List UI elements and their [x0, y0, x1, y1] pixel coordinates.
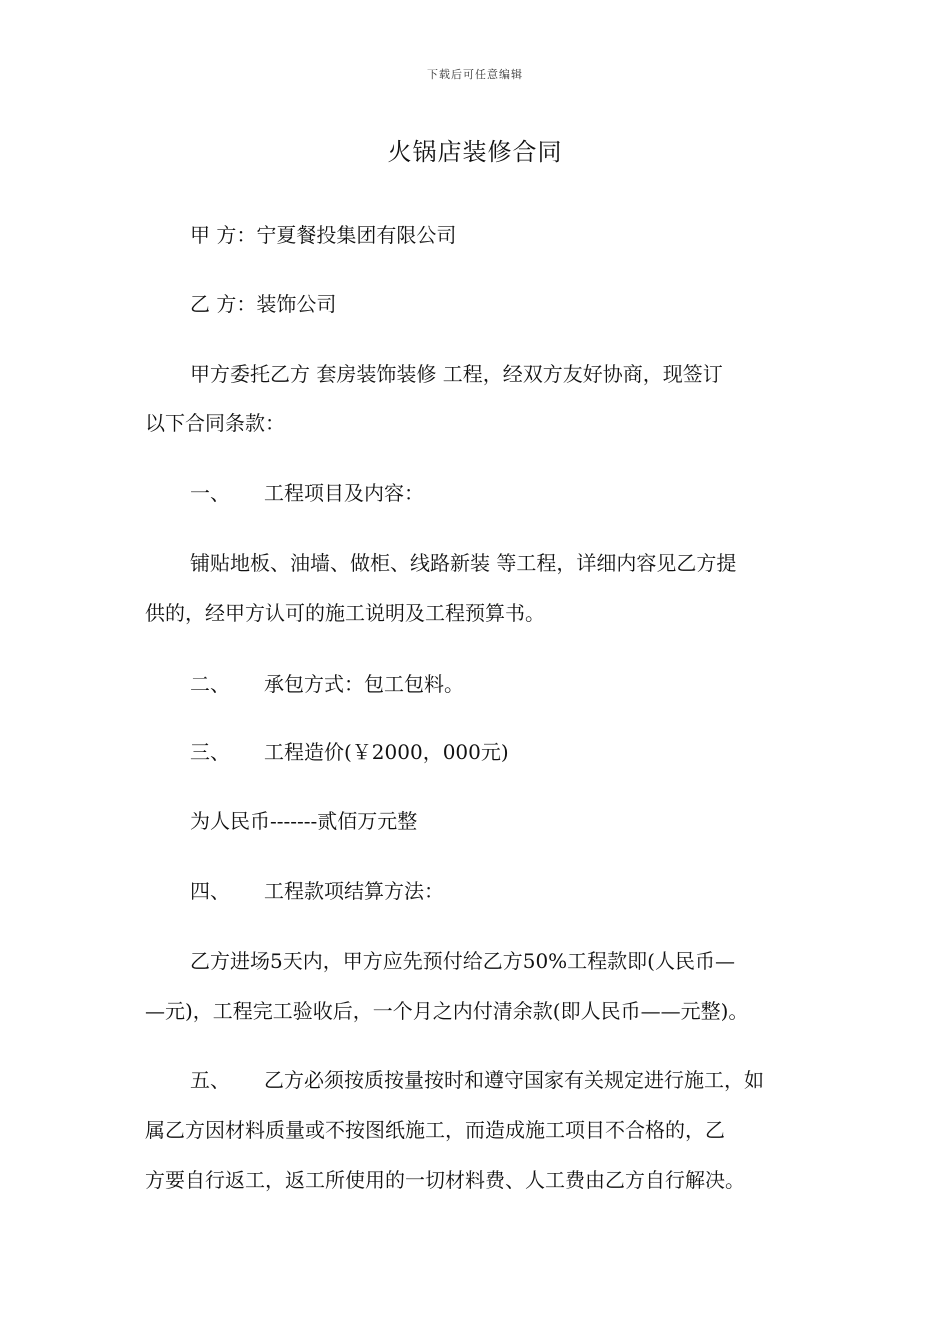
page-title: 火锅店装修合同: [387, 138, 563, 166]
section-4-body-line-1: 乙方进场5天内，甲方应先预付给乙方50%工程款即(人民币—: [190, 949, 735, 973]
section-1-number: 一、: [190, 481, 230, 505]
section-2-heading: [190, 670, 464, 698]
section-2-title: 承包方式：包工包料。: [264, 672, 464, 696]
section-5-line-2: 属乙方因材料质量或不按图纸施工，而造成施工项目不合格的，乙: [145, 1118, 725, 1142]
section-5-number: 五、: [190, 1068, 230, 1092]
section-4-heading: [190, 877, 444, 905]
section-3-number: 三、: [190, 740, 230, 764]
section-4-title: 工程款项结算方法：: [264, 879, 444, 903]
section-1-body-line-2: 供的，经甲方认可的施工说明及工程预算书。: [145, 601, 545, 625]
party-a-line: [190, 221, 456, 249]
section-4-number: 四、: [190, 879, 230, 903]
section-3-body: 为人民币-------贰佰万元整: [190, 809, 418, 833]
section-5-line-3: 方要自行返工，返工所使用的一切材料费、人工费由乙方自行解决。: [145, 1168, 745, 1192]
intro-line-2: 以下合同条款：: [145, 411, 285, 435]
party-a-label: 甲 方：: [190, 223, 257, 247]
header-note: 下载后可任意编辑: [427, 68, 523, 81]
party-b-line: [190, 290, 336, 318]
section-2-number: 二、: [190, 672, 230, 696]
section-1-heading: [190, 479, 424, 507]
party-b-name: 装饰公司: [256, 292, 337, 316]
party-a-name: 宁夏餐投集团有限公司: [256, 223, 457, 247]
section-1-body-line-1: 铺贴地板、油墙、做柜、线路新装 等工程，详细内容见乙方提: [190, 551, 737, 575]
section-5-text: 乙方必须按质按量按时和遵守国家有关规定进行施工，如: [264, 1068, 764, 1092]
section-3-heading: [190, 738, 509, 766]
section-1-title: 工程项目及内容：: [264, 481, 424, 505]
party-b-label: 乙 方：: [190, 292, 257, 316]
section-3-title: 工程造价(￥2000，000元): [264, 740, 509, 764]
section-5-line-1: [190, 1066, 764, 1094]
intro-line-1: 甲方委托乙方 套房装饰装修 工程，经双方友好协商，现签订: [190, 362, 723, 386]
section-4-body-line-2: —元)，工程完工验收后，一个月之内付清余款(即人民币——元整)。: [145, 999, 749, 1023]
